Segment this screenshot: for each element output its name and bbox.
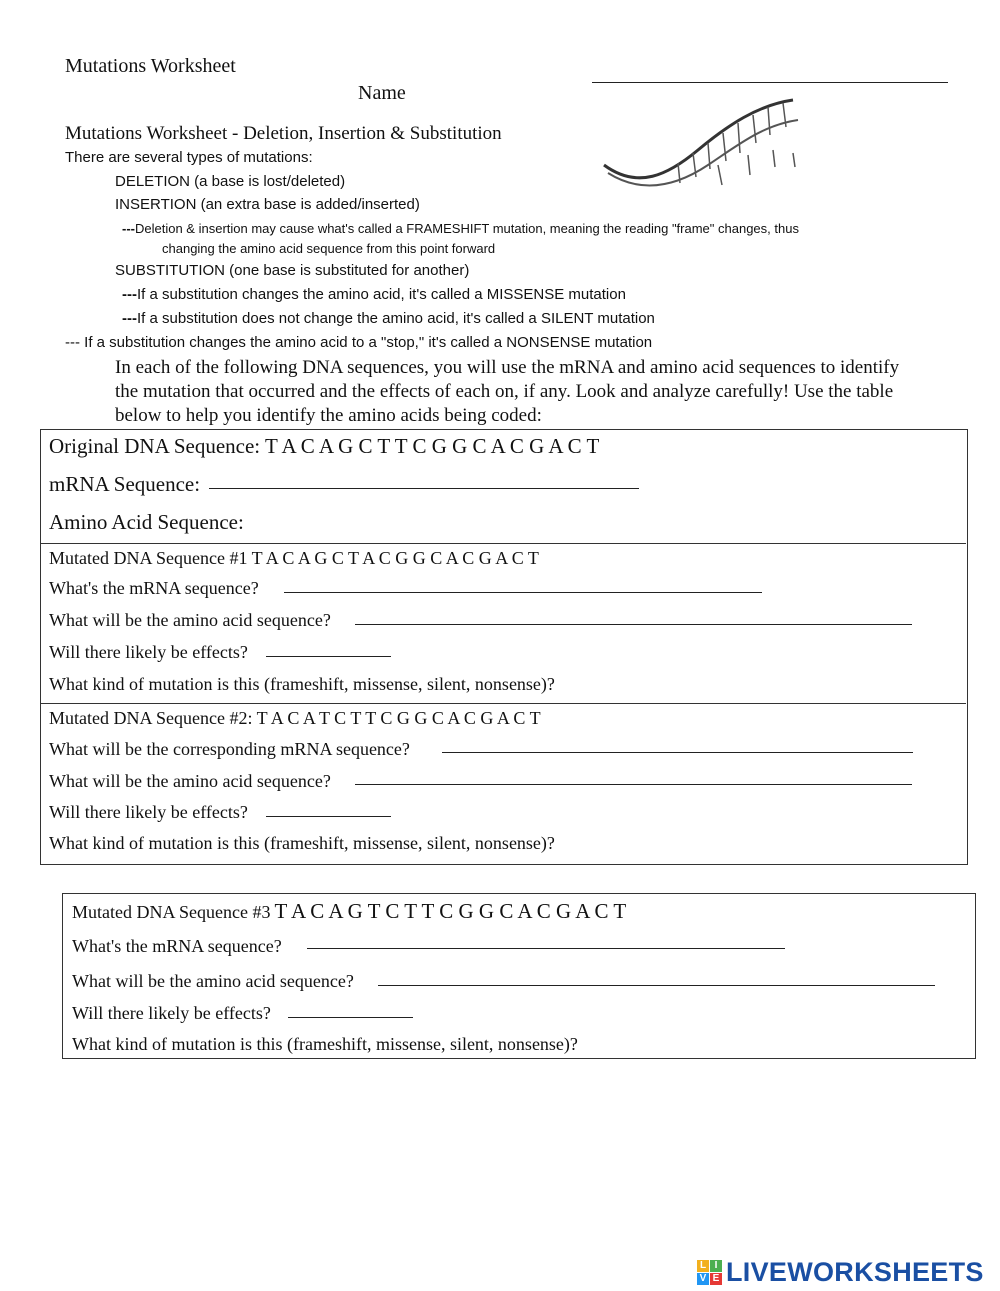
logo-cell: V [697,1273,709,1285]
logo-text: LIVEWORKSHEETS [726,1257,984,1287]
mut1-kind-label: What kind of mutation is this (frameshift, missense, silent, nonsense)? [49,674,555,694]
mut1-amino-input[interactable] [355,624,912,625]
original-amino-label: Amino Acid Sequence: [49,510,244,534]
frameshift-text: Deletion & insertion may cause what's called a FRAMESHIFT mutation, meaning the reading "frame" changes, thus [135,221,799,236]
mut3-effects-label: Will there likely be effects? [72,1003,271,1023]
name-input-line[interactable] [592,82,948,83]
name-label: Name [358,82,406,104]
mut3-mrna-input[interactable] [307,948,785,949]
logo-grid-icon [697,1260,722,1285]
mut2-dna: Mutated DNA Sequence #2: T A C A T C T T C G G C A C G A C T [49,708,541,728]
instructions-line-2: the mutation that occurred and the effects of each on, if any. Look and analyze carefully! Use the table [115,381,894,402]
deletion-text: DELETION (a base is lost/deleted) [115,173,346,190]
mut1-amino-label: What will be the amino acid sequence? [49,610,331,630]
mut1-effects-label: Will there likely be effects? [49,642,248,662]
mut2-mrna-label: What will be the corresponding mRNA sequence? [49,739,410,759]
dash-prefix: --- [122,310,137,327]
mut2-mrna-input[interactable] [442,752,913,753]
mut2-amino-label: What will be the amino acid sequence? [49,771,331,791]
mut2-amino-input[interactable] [355,784,912,785]
original-dna: Original DNA Sequence: T A C A G C T T C G G C A C G A C T [49,434,600,458]
mut1-mrna-label: What's the mRNA sequence? [49,578,259,598]
mut2-effects-input[interactable] [266,816,391,817]
missense-note [122,286,626,303]
mut3-dna-seq: T A C A G T C T T C G G C A C G A C T [274,899,627,923]
dna-helix-image [598,95,808,200]
liveworksheets-logo [697,1257,984,1288]
intro-lead: There are several types of mutations: [65,149,313,166]
mut3-mrna-label: What's the mRNA sequence? [72,936,282,956]
substitution-text: SUBSTITUTION (one base is substituted for another) [115,262,470,279]
silent-text: If a substitution does not change the amino acid, it's called a SILENT mutation [137,310,655,327]
original-mrna-input[interactable] [209,488,639,489]
row-divider [40,703,966,704]
row-divider [40,543,966,544]
nonsense-text: --- If a substitution changes the amino acid to a "stop," it's called a NONSENSE mutation [65,334,653,351]
mut3-dna [72,899,626,924]
logo-cell: I [710,1260,722,1272]
frameshift-text-2: changing the amino acid sequence from this point forward [162,241,496,256]
mut1-dna: Mutated DNA Sequence #1 T A C A G C T A C G G C A C G A C T [49,548,539,568]
dash-prefix: --- [122,221,135,236]
insertion-text: INSERTION (an extra base is added/inserted) [115,196,420,213]
mut3-amino-input[interactable] [378,985,935,986]
original-mrna-label: mRNA Sequence: [49,472,201,496]
mut2-effects-label: Will there likely be effects? [49,802,248,822]
mut3-kind-label: What kind of mutation is this (frameshift, missense, silent, nonsense)? [72,1034,578,1054]
mut1-mrna-input[interactable] [284,592,762,593]
worksheet-subtitle: Mutations Worksheet - Deletion, Insertion & Substitution [65,123,502,144]
logo-cell: L [697,1260,709,1272]
instructions-line-1: In each of the following DNA sequences, you will use the mRNA and amino acid sequences to identify [115,357,900,378]
mut1-effects-input[interactable] [266,656,391,657]
dash-prefix: --- [122,286,137,303]
mut3-dna-label: Mutated DNA Sequence #3 [72,902,271,922]
silent-note [122,310,655,327]
instructions-line-3: below to help you identify the amino acids being coded: [115,405,542,426]
missense-text: If a substitution changes the amino acid, it's called a MISSENSE mutation [137,286,626,303]
mut3-effects-input[interactable] [288,1017,413,1018]
mut2-kind-label: What kind of mutation is this (frameshift, missense, silent, nonsense)? [49,833,555,853]
worksheet-title: Mutations Worksheet [65,55,236,77]
logo-cell: E [710,1273,722,1285]
mut3-amino-label: What will be the amino acid sequence? [72,971,354,991]
frameshift-note [122,221,799,236]
